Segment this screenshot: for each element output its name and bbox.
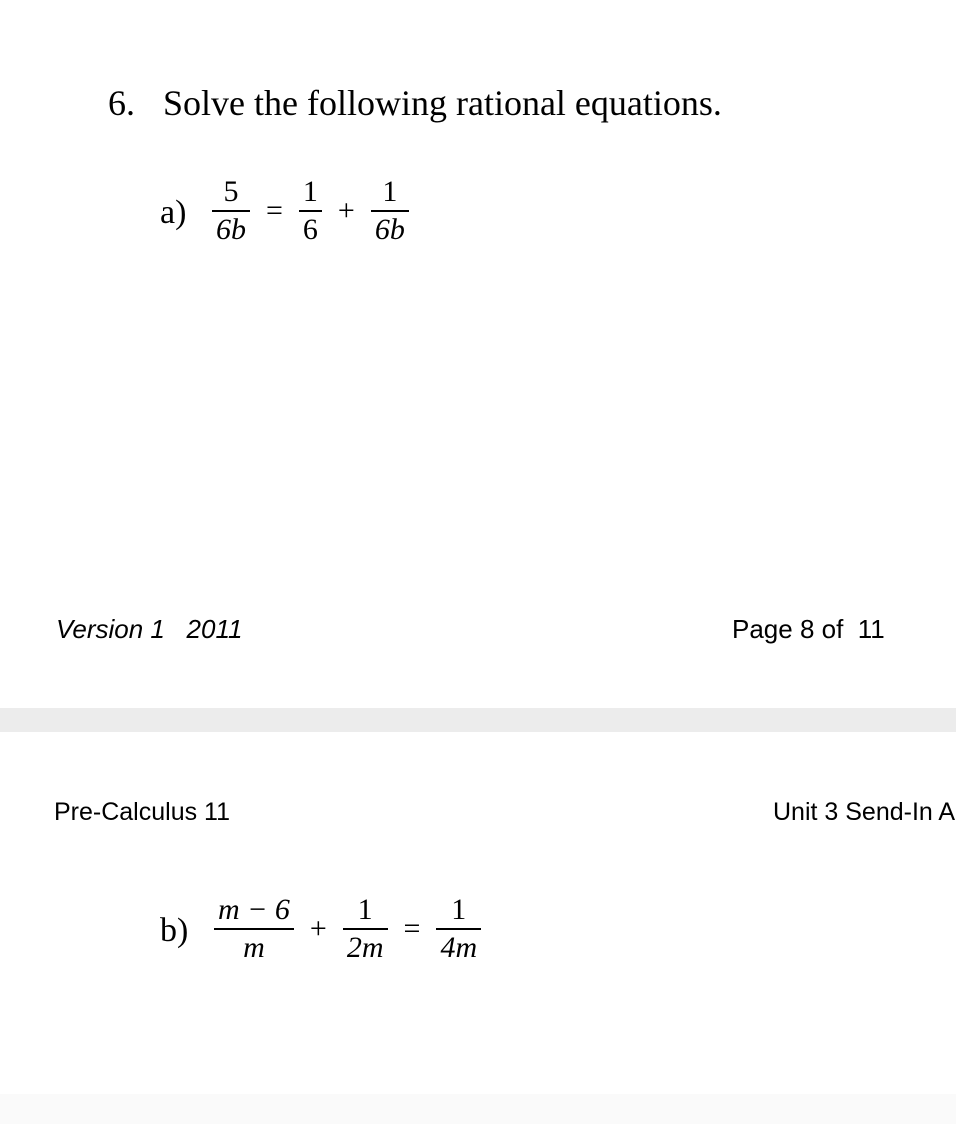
numerator: 1 [451,893,467,926]
numerator: m − 6 [218,893,290,926]
numerator: 1 [382,175,398,208]
header-unit: Unit 3 Send-In A [773,798,956,826]
fraction-rhs [436,892,481,966]
fraction-term2 [343,892,388,966]
fraction-term2 [371,174,409,248]
footer-page-number: Page 8 of 11 [732,614,885,644]
document-page-lower [0,732,956,1124]
footer-version: Version 1 2011 [56,614,243,644]
denominator: 6 [302,212,318,246]
equation-a [206,174,415,248]
plus-sign: + [309,911,327,945]
fraction-lhs [212,174,250,248]
question-heading [108,82,722,124]
page-bottom-shade [0,1094,956,1124]
equals-sign: = [403,911,421,945]
numerator: 1 [302,175,318,208]
part-b-label: b) [160,912,189,949]
denominator: m [243,930,265,964]
plus-sign: + [337,193,355,227]
denominator: 6b [374,212,405,246]
fraction-term1 [214,892,294,966]
equals-sign: = [266,193,283,227]
fraction-term1 [299,174,322,248]
numerator: 5 [223,175,239,208]
header-course: Pre-Calculus 11 [54,798,231,826]
denominator: 2m [346,930,384,964]
denominator: 6b [216,212,246,246]
question-text: Solve the following rational equations. [163,83,722,123]
part-a-label: a) [160,194,187,231]
page-separator [0,708,956,732]
equation-b [208,892,487,966]
numerator: 1 [357,893,373,926]
question-number: 6. [108,83,135,123]
denominator: 4m [440,930,478,964]
